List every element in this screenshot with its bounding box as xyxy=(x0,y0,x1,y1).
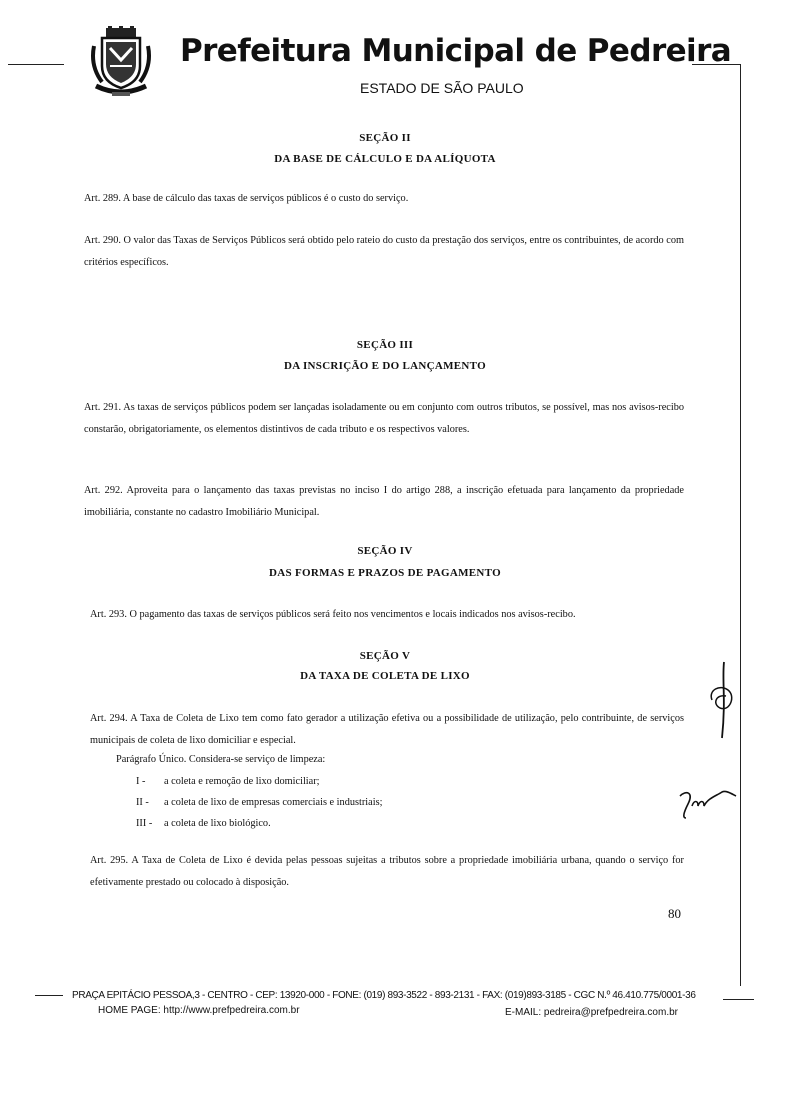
article-295: Art. 295. A Taxa de Coleta de Lixo é devida pelas pessoas sujeitas a tributos sobre a propriedade imobiliária urbana, quando o serviço for efetivamente prestado ou colocado à disposição. xyxy=(90,855,684,888)
initials-mark xyxy=(676,784,740,824)
page-subtitle: ESTADO DE SÃO PAULO xyxy=(360,80,524,96)
section-heading: SEÇÃO II xyxy=(359,132,411,144)
coat-of-arms-icon xyxy=(90,26,152,100)
section-subheading: DA INSCRIÇÃO E DO LANÇAMENTO xyxy=(284,360,486,372)
list-item-number: I - xyxy=(136,776,146,787)
section-heading: SEÇÃO V xyxy=(359,650,411,662)
article-290: Art. 290. O valor das Taxas de Serviços Públicos será obtido pelo rateio do custo da prestação dos serviços, entre os contribuintes, de acordo com critérios específicos. xyxy=(84,235,684,268)
frame-rule-bottom xyxy=(723,999,754,1000)
header-rule-left xyxy=(8,64,64,65)
signature-mark xyxy=(706,660,740,740)
article-291: Art. 291. As taxas de serviços públicos podem ser lançadas isoladamente ou em conjunto com outros tributos, se possível, mas nos avisos-recibo constarão, obrigatoriamente, os elementos distintivos de cada tributo e os respectivos valores. xyxy=(84,402,684,435)
list-item: a coleta e remoção de lixo domiciliar; xyxy=(164,776,320,787)
list-item-number: II - xyxy=(136,797,149,808)
section-subheading: DAS FORMAS E PRAZOS DE PAGAMENTO xyxy=(269,567,501,579)
frame-rule-right xyxy=(740,64,741,986)
article-294: Art. 294. A Taxa de Coleta de Lixo tem como fato gerador a utilização efetiva ou a possibilidade de utilização, pelo contribuinte, de serviços municipais de coleta de lixo domiciliar e especial. xyxy=(90,713,684,746)
list-item: a coleta de lixo de empresas comerciais e industriais; xyxy=(164,797,383,808)
section-subheading: DA TAXA DE COLETA DE LIXO xyxy=(300,670,470,682)
footer-address: PRAÇA EPITÁCIO PESSOA,3 - CENTRO - CEP: 13920-000 - FONE: (019) 893-3522 - 893-2131 - FAX: (019)893-3185 - CGC N.º 46.410.775/0001-36 xyxy=(72,990,696,1001)
section-heading: SEÇÃO IV xyxy=(357,545,413,557)
article-293: Art. 293. O pagamento das taxas de serviços públicos será feito nos vencimentos e locais indicados nos avisos-recibo. xyxy=(90,609,576,620)
article-289: Art. 289. A base de cálculo das taxas de serviços públicos é o custo do serviço. xyxy=(84,193,409,204)
footer-homepage: HOME PAGE: http://www.prefpedreira.com.br xyxy=(98,1005,300,1016)
page-number: 80 xyxy=(668,906,681,921)
footer-rule-left xyxy=(35,995,63,996)
page-title: Prefeitura Municipal de Pedreira xyxy=(180,33,732,69)
paragraph-unico: Parágrafo Único. Considera-se serviço de limpeza: xyxy=(116,754,326,765)
list-item: a coleta de lixo biológico. xyxy=(164,818,271,829)
section-subheading: DA BASE DE CÁLCULO E DA ALÍQUOTA xyxy=(274,153,496,165)
footer-email: E-MAIL: pedreira@prefpedreira.com.br xyxy=(505,1007,678,1018)
section-heading: SEÇÃO III xyxy=(356,339,414,351)
list-item-number: III - xyxy=(136,818,153,829)
article-292: Art. 292. Aproveita para o lançamento das taxas previstas no inciso I do artigo 288, a inscrição efetuada para lançamento da propriedade imobiliária, constante no cadastro Imobiliário Municipal. xyxy=(84,485,684,518)
